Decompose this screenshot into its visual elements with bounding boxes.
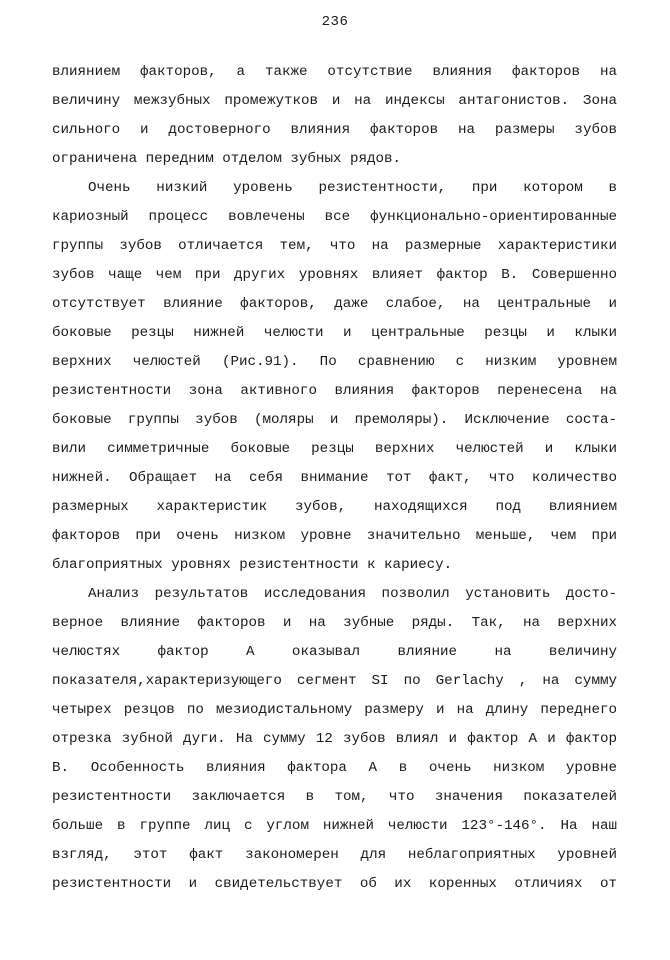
text-line: сильного и достоверного влияния факторов на размеры зубов [52,122,617,138]
text-line: верхних челюстей (Рис.91). По сравнению с низким уровнем [52,354,617,370]
text-line: размерных характеристик зубов, находящихся под влиянием [52,499,617,515]
text-line: верное влияние факторов и на зубные ряды. Так, на верхних [52,615,617,631]
text-line: отсутствует влияние факторов, даже слабое, на центральные и [52,296,617,312]
text-line: группы зубов отличается тем, что на размерные характеристики [52,238,617,254]
page-number: 236 [321,14,349,30]
text-line: резистентности заключается в том, что значения показателей [52,789,617,805]
text-line: зубов чаще чем при других уровнях влияет фактор В. Совершенно [52,267,617,283]
text-line: В. Особенность влияния фактора А в очень низком уровне [52,760,617,776]
text-line: благоприятных уровнях резистентности к кариесу. [52,557,453,573]
text-line: челюстях фактор А оказывал влияние на величину [52,644,617,660]
text-line: показателя,характеризующего сегмент SI по Gerlachy , на сумму [52,673,617,689]
text-line: больше в группе лиц с углом нижней челюсти 123°-146°. На наш [52,818,617,834]
text-line: ограничена передним отделом зубных рядов. [52,151,402,167]
text-line: нижней. Обращает на себя внимание тот факт, что количество [52,470,617,486]
text-line: резистентности зона активного влияния факторов перенесена на [52,383,617,399]
text-line: четырех резцов по мезиодистальному размеру и на длину переднего [52,702,617,718]
text-line: величину межзубных промежутков и на индексы антагонистов. Зона [52,93,617,109]
text-line: взгляд, этот факт закономерен для неблагоприятных уровней [52,847,617,863]
text-line: факторов при очень низком уровне значительно меньше, чем при [52,528,617,544]
text-line: отрезка зубной дуги. На сумму 12 зубов влиял и фактор А и фактор [52,731,617,747]
text-line: резистентности и свидетельствует об их коренных отличиях от [52,876,617,892]
text-line: боковые резцы нижней челюсти и центральные резцы и клыки [52,325,617,341]
text-line: кариозный процесс вовлечены все функционально-ориентированные [52,209,617,225]
text-line: боковые группы зубов (моляры и премоляры). Исключение соста- [52,412,617,428]
paragraph-first-line: Очень низкий уровень резистентности, при котором в [88,180,617,196]
text-line: вили симметричные боковые резцы верхних челюстей и клыки [52,441,617,457]
text-line: влиянием факторов, а также отсутствие влияния факторов на [52,64,617,80]
paragraph-first-line: Анализ результатов исследования позволил установить досто- [88,586,617,602]
